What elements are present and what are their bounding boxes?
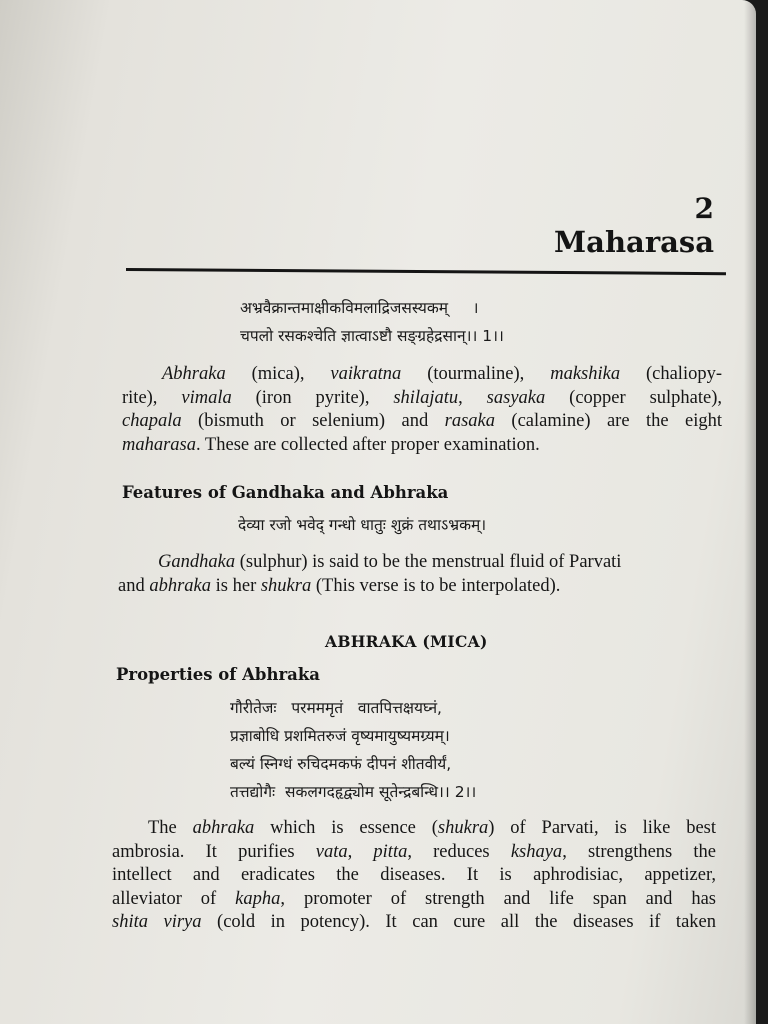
paragraph-maharasa [122, 363, 722, 457]
term: shukra [437, 818, 489, 838]
heading-properties: Properties of Abhraka [116, 665, 320, 684]
chapter-rule [126, 268, 726, 275]
verse-3-line-4: तत्तद्योगैः सकलगदहृद्व्योम सूतेन्द्रबन्धि।। 2।। [230, 783, 477, 801]
paragraph-line [112, 841, 716, 865]
paragraph-line [118, 551, 718, 575]
text: alleviator of [112, 888, 236, 909]
paragraph-line [122, 363, 722, 387]
paragraph-line [112, 817, 716, 841]
paragraph-line [122, 410, 722, 434]
paragraph-gandhaka [118, 551, 718, 598]
term: vimala [181, 387, 232, 408]
text: (calamine) are the eight [495, 411, 722, 431]
paragraph-line [118, 575, 718, 599]
verse-2-line-1: देव्या रजो भवेद् गन्धो धातुः शुक्रं तथाऽभ्रकम्। [238, 516, 487, 534]
text: rite), [122, 387, 182, 408]
term: kshaya [510, 841, 563, 862]
text: ambrosia. It purifies [112, 841, 316, 862]
section-heading: ABHRAKA (MICA) [325, 632, 488, 651]
term: abhraka [149, 575, 212, 596]
text: The [148, 818, 193, 838]
term: shilajatu [393, 387, 459, 408]
term: rasaka [444, 411, 495, 431]
term: vata [315, 841, 348, 862]
paragraph-line [112, 864, 716, 888]
text: which is essence ( [254, 818, 438, 838]
term: maharasa [122, 434, 197, 455]
text: intellect and eradicates the diseases. It is aphrodisiac, appetizer, [112, 865, 716, 885]
text: (mica), [225, 364, 331, 384]
text: , strengthens the [562, 841, 717, 862]
text: (bismuth or selenium) and [181, 411, 445, 431]
term: vaikratna [330, 364, 402, 384]
term: Gandhaka [158, 552, 236, 572]
chapter-title: Maharasa [554, 225, 714, 259]
text: . These are collected after proper examination. [196, 434, 540, 455]
text: (This verse is to be interpolated). [311, 575, 561, 596]
text: is her [211, 575, 261, 596]
text: and [118, 575, 150, 596]
paragraph-line [122, 434, 722, 458]
term: Abhraka [162, 364, 226, 384]
term: kapha [235, 888, 281, 909]
term: shukra [260, 575, 312, 596]
paragraph-line [122, 387, 722, 411]
term: pitta [373, 841, 408, 862]
text: (tourmaline), [401, 364, 551, 384]
term: shita virya [112, 912, 202, 932]
term: abhraka [192, 818, 255, 838]
text: (cold in potency). It can cure all the diseases if taken [201, 912, 716, 932]
text: , reduces [407, 841, 511, 862]
text: (iron pyrite), [231, 387, 394, 408]
term: chapala [122, 411, 182, 431]
paragraph-abhraka-properties [112, 817, 716, 935]
text: (chaliopy- [620, 364, 722, 384]
verse-3-line-3: बल्यं स्निग्धं रुचिदमकफं दीपनं शीतवीर्यं, [230, 755, 452, 773]
term: sasyaka [486, 387, 546, 408]
text: (sulphur) is said to be the menstrual fluid of Parvati [235, 552, 622, 572]
text: (copper sulphate), [545, 387, 723, 408]
verse-1-line-2: चपलो रसकश्चेति ज्ञात्वाऽष्टौ सङ्ग्रहेद्रसान्।। 1।। [240, 327, 504, 345]
paragraph-line [112, 911, 716, 935]
text: , promoter of strength and life span and has [280, 888, 716, 909]
paragraph-line [112, 888, 716, 912]
verse-3-line-2: प्रज्ञाबोधि प्रशमितरुजं वृष्यमायुष्यमग्र्यम्। [230, 727, 450, 745]
chapter-number: 2 [694, 192, 714, 225]
text: , [458, 387, 487, 408]
text: , [347, 841, 374, 862]
term: makshika [550, 364, 621, 384]
verse-3-line-1: गौरीतेजः परमममृतं वातपित्तक्षयघ्नं, [230, 699, 442, 717]
text: ) of Parvati, is like best [488, 818, 717, 838]
verse-1-line-1: अभ्रवैक्रान्तमाक्षीकविमलाद्रिजसस्यकम् । [240, 299, 479, 317]
heading-features: Features of Gandhaka and Abhraka [122, 483, 449, 502]
